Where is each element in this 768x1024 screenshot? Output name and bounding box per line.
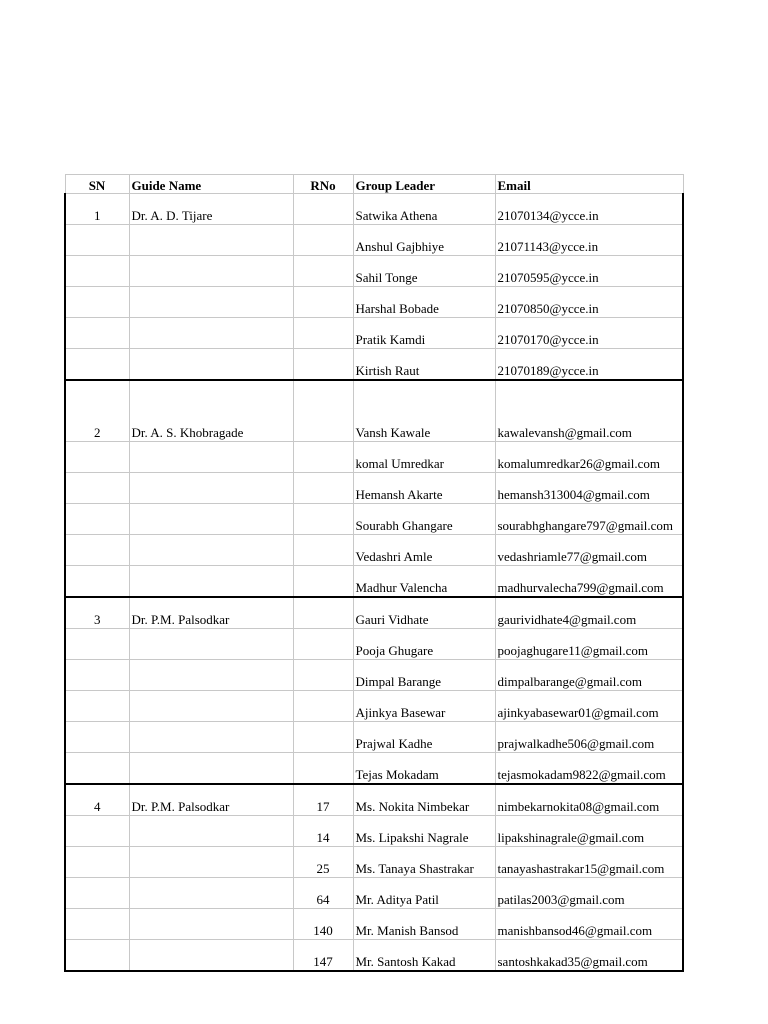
table-row [65, 660, 683, 691]
cell-guide-name [129, 349, 293, 381]
cell-email: tejasmokadam9822@gmail.com [495, 753, 683, 785]
cell-group-leader: Sahil Tonge [353, 256, 495, 287]
cell-email: madhurvalecha799@gmail.com [495, 566, 683, 598]
cell-email: dimpalbarange@gmail.com [495, 660, 683, 691]
cell-sn [65, 225, 129, 256]
cell-email: 21071143@ycce.in [495, 225, 683, 256]
cell-group-leader: Sourabh Ghangare [353, 504, 495, 535]
cell-guide-name [129, 847, 293, 878]
cell-guide-name [129, 535, 293, 566]
cell-group-leader: Mr. Santosh Kakad [353, 940, 495, 972]
cell-rno [293, 535, 353, 566]
cell-sn [65, 722, 129, 753]
cell-sn [65, 847, 129, 878]
cell-sn [65, 909, 129, 940]
header-row [65, 175, 683, 194]
cell-guide-name: Dr. P.M. Palsodkar [129, 784, 293, 816]
cell-group-leader: Ms. Tanaya Shastrakar [353, 847, 495, 878]
table-row [65, 629, 683, 660]
cell-rno [293, 473, 353, 504]
cell-group-leader: Satwika Athena [353, 194, 495, 225]
header-rno: RNo [293, 175, 353, 194]
table-body [65, 194, 683, 972]
cell-sn [65, 318, 129, 349]
table-row [65, 380, 683, 442]
cell-sn [65, 256, 129, 287]
cell-guide-name [129, 816, 293, 847]
header-group-leader: Group Leader [353, 175, 495, 194]
table-row [65, 816, 683, 847]
cell-rno: 140 [293, 909, 353, 940]
cell-email: komalumredkar26@gmail.com [495, 442, 683, 473]
cell-rno [293, 225, 353, 256]
cell-guide-name [129, 566, 293, 598]
cell-guide-name [129, 442, 293, 473]
cell-group-leader: Pooja Ghugare [353, 629, 495, 660]
cell-email: 21070850@ycce.in [495, 287, 683, 318]
table-row [65, 349, 683, 381]
table-row [65, 878, 683, 909]
cell-guide-name [129, 287, 293, 318]
cell-email: 21070189@ycce.in [495, 349, 683, 381]
cell-group-leader: Vedashri Amle [353, 535, 495, 566]
cell-email: prajwalkadhe506@gmail.com [495, 722, 683, 753]
cell-sn [65, 535, 129, 566]
cell-rno [293, 287, 353, 318]
cell-guide-name: Dr. A. D. Tijare [129, 194, 293, 225]
table-row [65, 597, 683, 629]
table-row [65, 847, 683, 878]
cell-group-leader: Gauri Vidhate [353, 597, 495, 629]
cell-group-leader: Tejas Mokadam [353, 753, 495, 785]
cell-group-leader: Hemansh Akarte [353, 473, 495, 504]
cell-group-leader: Kirtish Raut [353, 349, 495, 381]
table-row [65, 504, 683, 535]
cell-email: vedashriamle77@gmail.com [495, 535, 683, 566]
cell-sn [65, 504, 129, 535]
cell-guide-name [129, 256, 293, 287]
table-row [65, 194, 683, 225]
header-email: Email [495, 175, 683, 194]
cell-group-leader: Dimpal Barange [353, 660, 495, 691]
cell-rno [293, 256, 353, 287]
cell-guide-name [129, 629, 293, 660]
cell-sn [65, 691, 129, 722]
cell-guide-name [129, 909, 293, 940]
cell-group-leader: Harshal Bobade [353, 287, 495, 318]
cell-group-leader: Mr. Aditya Patil [353, 878, 495, 909]
cell-sn: 1 [65, 194, 129, 225]
cell-email: sourabhghangare797@gmail.com [495, 504, 683, 535]
cell-group-leader: Ajinkya Basewar [353, 691, 495, 722]
cell-sn: 3 [65, 597, 129, 629]
cell-group-leader: komal Umredkar [353, 442, 495, 473]
cell-rno [293, 722, 353, 753]
cell-guide-name [129, 660, 293, 691]
cell-guide-name [129, 691, 293, 722]
cell-email: hemansh313004@gmail.com [495, 473, 683, 504]
cell-guide-name [129, 940, 293, 972]
cell-guide-name [129, 753, 293, 785]
table-row [65, 784, 683, 816]
cell-sn [65, 287, 129, 318]
cell-rno: 147 [293, 940, 353, 972]
cell-rno [293, 194, 353, 225]
table-row [65, 318, 683, 349]
cell-email: poojaghugare11@gmail.com [495, 629, 683, 660]
cell-sn [65, 940, 129, 972]
cell-sn [65, 442, 129, 473]
cell-email: kawalevansh@gmail.com [495, 380, 683, 442]
cell-rno: 17 [293, 784, 353, 816]
cell-sn [65, 629, 129, 660]
header-sn: SN [65, 175, 129, 194]
cell-rno [293, 566, 353, 598]
cell-email: gaurividhate4@gmail.com [495, 597, 683, 629]
cell-email: santoshkakad35@gmail.com [495, 940, 683, 972]
cell-group-leader: Pratik Kamdi [353, 318, 495, 349]
cell-rno [293, 660, 353, 691]
cell-guide-name [129, 722, 293, 753]
cell-email: 21070134@ycce.in [495, 194, 683, 225]
cell-rno [293, 318, 353, 349]
cell-rno: 14 [293, 816, 353, 847]
table-row [65, 909, 683, 940]
table-row [65, 691, 683, 722]
cell-email: lipakshinagrale@gmail.com [495, 816, 683, 847]
table-row [65, 442, 683, 473]
cell-sn [65, 816, 129, 847]
cell-group-leader: Madhur Valencha [353, 566, 495, 598]
cell-sn [65, 473, 129, 504]
table-row [65, 753, 683, 785]
cell-rno: 64 [293, 878, 353, 909]
cell-rno [293, 380, 353, 442]
table-row [65, 722, 683, 753]
cell-email: tanayashastrakar15@gmail.com [495, 847, 683, 878]
cell-sn: 2 [65, 380, 129, 442]
header-guide-name: Guide Name [129, 175, 293, 194]
table-row [65, 566, 683, 598]
cell-group-leader: Anshul Gajbhiye [353, 225, 495, 256]
cell-group-leader: Prajwal Kadhe [353, 722, 495, 753]
table-row [65, 473, 683, 504]
cell-guide-name [129, 473, 293, 504]
cell-group-leader: Ms. Lipakshi Nagrale [353, 816, 495, 847]
cell-email: 21070595@ycce.in [495, 256, 683, 287]
table-row [65, 940, 683, 972]
table-row [65, 535, 683, 566]
cell-guide-name [129, 878, 293, 909]
cell-rno: 25 [293, 847, 353, 878]
table-row [65, 225, 683, 256]
cell-rno [293, 753, 353, 785]
cell-email: 21070170@ycce.in [495, 318, 683, 349]
cell-group-leader: Vansh Kawale [353, 380, 495, 442]
cell-group-leader: Mr. Manish Bansod [353, 909, 495, 940]
cell-email: patilas2003@gmail.com [495, 878, 683, 909]
cell-sn [65, 753, 129, 785]
cell-rno [293, 504, 353, 535]
table-row [65, 287, 683, 318]
cell-rno [293, 691, 353, 722]
cell-sn [65, 566, 129, 598]
cell-rno [293, 442, 353, 473]
guide-allocation-table [64, 174, 684, 972]
cell-guide-name [129, 318, 293, 349]
cell-guide-name: Dr. A. S. Khobragade [129, 380, 293, 442]
cell-sn [65, 660, 129, 691]
cell-guide-name: Dr. P.M. Palsodkar [129, 597, 293, 629]
cell-guide-name [129, 225, 293, 256]
cell-rno [293, 597, 353, 629]
cell-email: manishbansod46@gmail.com [495, 909, 683, 940]
cell-rno [293, 349, 353, 381]
cell-sn [65, 349, 129, 381]
cell-group-leader: Ms. Nokita Nimbekar [353, 784, 495, 816]
cell-email: ajinkyabasewar01@gmail.com [495, 691, 683, 722]
cell-email: nimbekarnokita08@gmail.com [495, 784, 683, 816]
cell-rno [293, 629, 353, 660]
cell-guide-name [129, 504, 293, 535]
cell-sn: 4 [65, 784, 129, 816]
cell-sn [65, 878, 129, 909]
table-row [65, 256, 683, 287]
